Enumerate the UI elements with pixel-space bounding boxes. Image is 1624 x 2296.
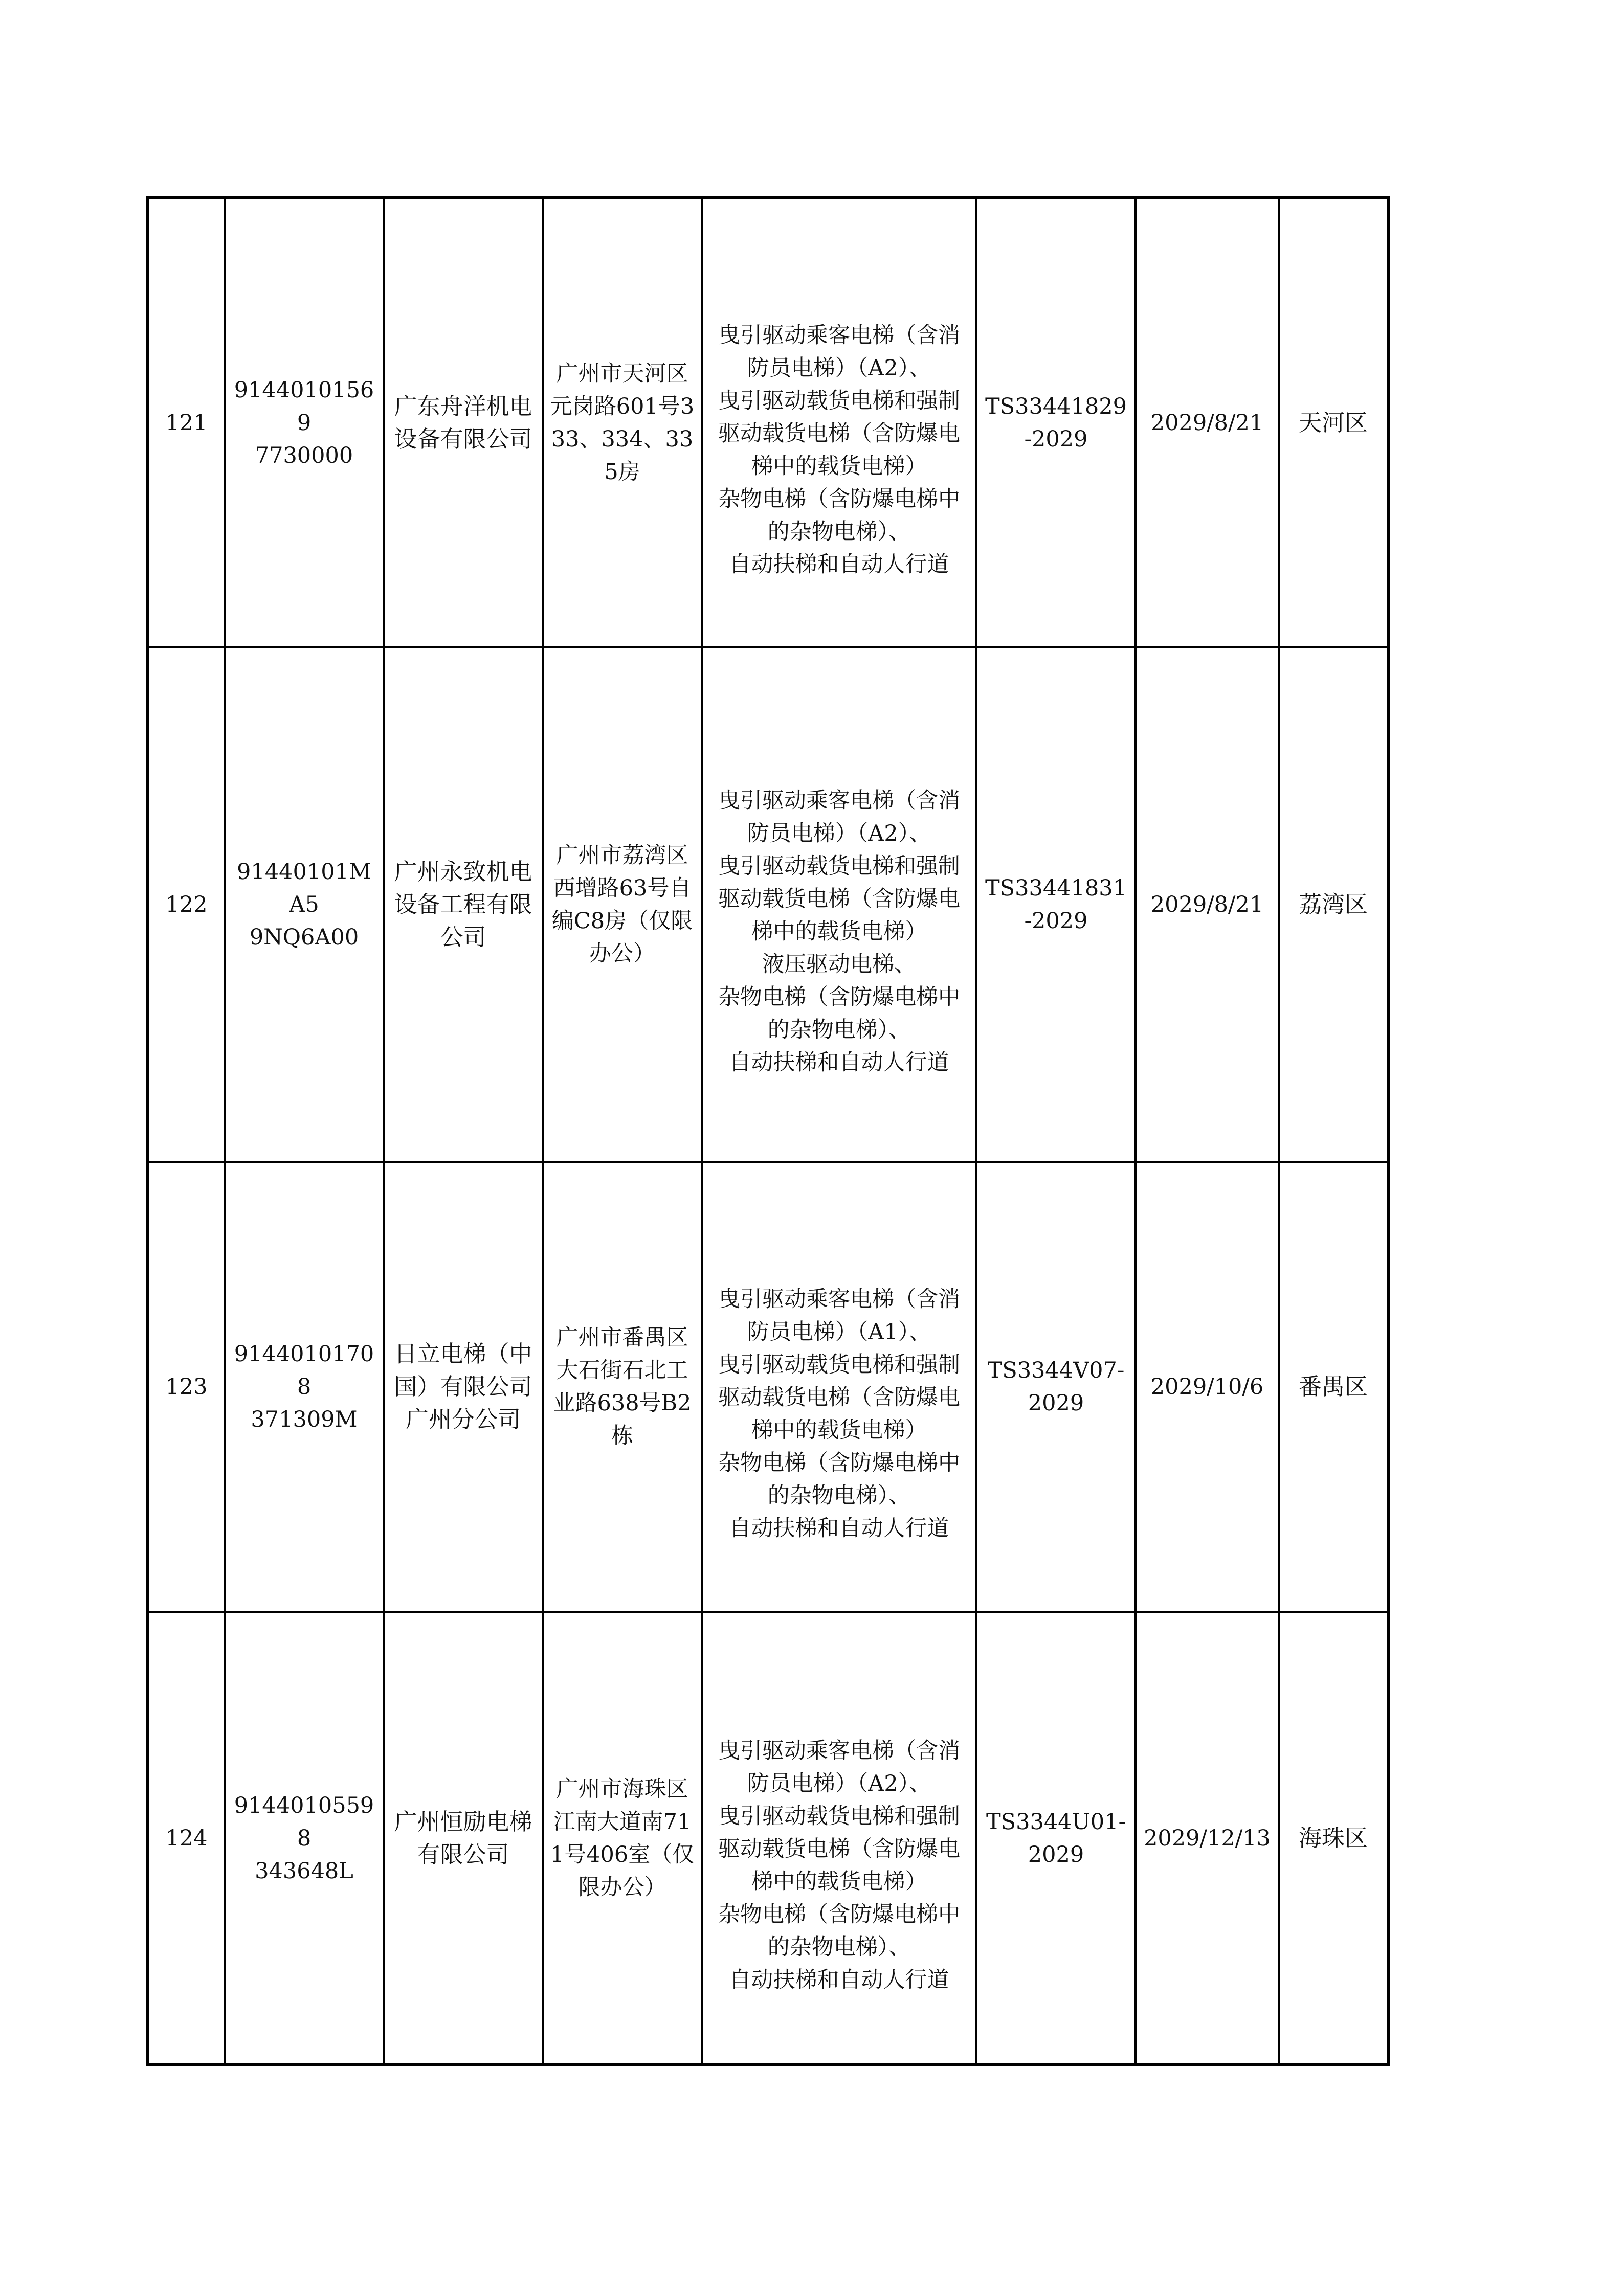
district-cell: 番禺区: [1279, 1162, 1388, 1612]
address-cell: 广州市海珠区江南大道南711号406室（仅限办公）: [543, 1612, 702, 2065]
expiry-date-cell: 2029/8/21: [1136, 647, 1279, 1162]
expiry-date-cell: 2029/10/6: [1136, 1162, 1279, 1612]
credit-code-cell: 91440101708 371309M: [225, 1162, 384, 1612]
scope-cell: [702, 1162, 976, 1612]
scope-item: 自动扶梯和自动人行道: [729, 1967, 949, 1993]
license-number-cell: TS3344V07-2029: [976, 1162, 1136, 1612]
scope-item: 曳引驱动乘客电梯（含消防员电梯）（A2）、: [718, 1738, 960, 1796]
table-row: [148, 1612, 1388, 2065]
scope-item: 自动扶梯和自动人行道: [729, 1050, 949, 1075]
company-name-cell: 广州恒励电梯有限公司: [384, 1612, 543, 2065]
credit-code-cell: 91440101569 7730000: [225, 197, 384, 647]
table-row: [148, 1162, 1388, 1612]
scope-item: 杂物电梯（含防爆电梯中的杂物电梯）、: [718, 486, 960, 545]
license-number-cell: TS33441831-2029: [976, 647, 1136, 1162]
scope-cell: [702, 647, 976, 1162]
license-number-cell: TS3344U01-2029: [976, 1612, 1136, 2065]
scope-item: 杂物电梯（含防爆电梯中的杂物电梯）、: [718, 1450, 960, 1509]
scope-cell: [702, 197, 976, 647]
scope-item: 曳引驱动载货电梯和强制驱动载货电梯（含防爆电梯中的载货电梯）: [718, 388, 960, 479]
scope-item: 曳引驱动载货电梯和强制驱动载货电梯（含防爆电梯中的载货电梯）: [718, 1352, 960, 1443]
credit-code-cell: 91440101MA5 9NQ6A00: [225, 647, 384, 1162]
table-row: [148, 197, 1388, 647]
district-cell: 天河区: [1279, 197, 1388, 647]
expiry-date-cell: 2029/8/21: [1136, 197, 1279, 647]
scope-item: 曳引驱动载货电梯和强制驱动载货电梯（含防爆电梯中的载货电梯）: [718, 1803, 960, 1895]
scope-item: 杂物电梯（含防爆电梯中的杂物电梯）、: [718, 984, 960, 1043]
table-row: [148, 647, 1388, 1162]
scope-item: 杂物电梯（含防爆电梯中的杂物电梯）、: [718, 1901, 960, 1960]
scope-item: 曳引驱动载货电梯和强制驱动载货电梯（含防爆电梯中的载货电梯）: [718, 853, 960, 944]
scope-item: 自动扶梯和自动人行道: [729, 551, 949, 577]
scope-item: 曳引驱动乘客电梯（含消防员电梯）（A2）、: [718, 788, 960, 846]
scope-list: [709, 784, 969, 1075]
row-index-cell: 121: [148, 197, 225, 647]
license-number-cell: TS33441829-2029: [976, 197, 1136, 647]
scope-item: 曳引驱动乘客电梯（含消防员电梯）（A1）、: [718, 1287, 960, 1345]
license-table: [146, 196, 1390, 2066]
scope-list: [709, 319, 969, 577]
address-cell: 广州市番禺区大石街石北工业路638号B2栋: [543, 1162, 702, 1612]
scope-list: [709, 1283, 969, 1541]
company-name-cell: 广州永致机电设备工程有限公司: [384, 647, 543, 1162]
scope-item: 液压驱动电梯、: [762, 952, 916, 977]
address-cell: 广州市荔湾区西增路63号自编C8房（仅限办公）: [543, 647, 702, 1162]
row-index-cell: 122: [148, 647, 225, 1162]
row-index-cell: 124: [148, 1612, 225, 2065]
scope-item: 曳引驱动乘客电梯（含消防员电梯）（A2）、: [718, 322, 960, 381]
expiry-date-cell: 2029/12/13: [1136, 1612, 1279, 2065]
district-cell: 荔湾区: [1279, 647, 1388, 1162]
scope-item: 自动扶梯和自动人行道: [729, 1516, 949, 1541]
scope-list: [709, 1735, 969, 1993]
address-cell: 广州市天河区元岗路601号333、334、335房: [543, 197, 702, 647]
company-name-cell: 日立电梯（中国）有限公司广州分公司: [384, 1162, 543, 1612]
credit-code-cell: 91440105598 343648L: [225, 1612, 384, 2065]
row-index-cell: 123: [148, 1162, 225, 1612]
company-name-cell: 广东舟洋机电设备有限公司: [384, 197, 543, 647]
scope-cell: [702, 1612, 976, 2065]
district-cell: 海珠区: [1279, 1612, 1388, 2065]
